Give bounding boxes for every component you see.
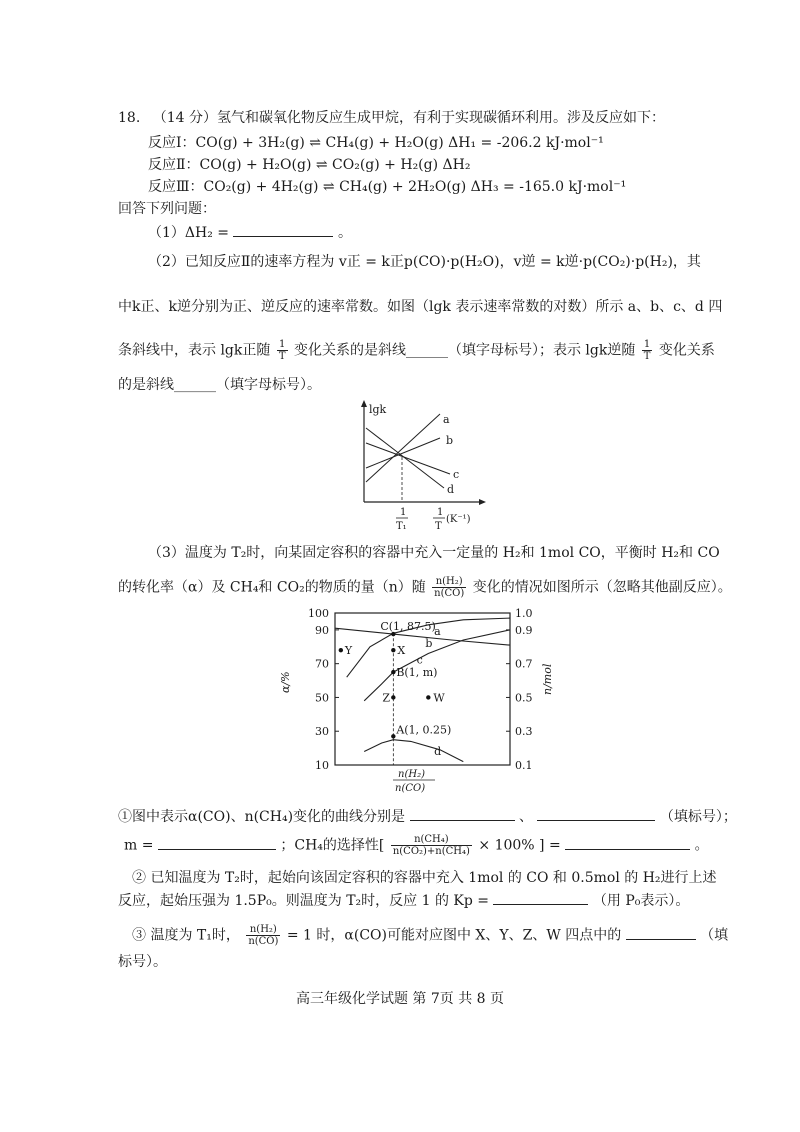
part1-text: （1）ΔH₂ = <box>148 225 230 241</box>
y-right-tick-label: 0.7 <box>515 657 533 671</box>
q3-text-a: ③ 温度为 T₁时， <box>132 927 240 944</box>
series-line-d <box>364 740 463 762</box>
point-marker <box>339 648 343 652</box>
point-label: C(1, 87.5) <box>380 620 436 634</box>
reaction-2: 反应Ⅱ：CO(g) + H₂O(g) ⇌ CO₂(g) + H₂(g) ΔH₂ <box>148 157 471 173</box>
fraction-selectivity: $\frac{\text{n(CH₄)}}{\text{n(CO₂)+n(CH₄)}}$ <box>392 834 470 857</box>
series-label-b: b <box>425 636 433 650</box>
q1-line2 <box>124 834 709 857</box>
part2-line3a: 条斜线中，表示 lgk正随 <box>118 342 271 359</box>
part2-line3 <box>118 339 715 362</box>
answer-blank-curve-co[interactable] <box>410 806 515 821</box>
y-left-tick-label: 50 <box>315 691 329 705</box>
x-axis-arrow <box>479 499 486 505</box>
line-label-d: d <box>447 483 455 496</box>
part2-line1: （2）已知反应Ⅱ的速率方程为 v正 = k正p(CO)·p(H₂O)，v逆 = k逆·p(CO₂)·p(H₂)，其 <box>148 254 701 270</box>
question-number: 18. <box>118 110 141 126</box>
part3-line2a: 的转化率（α）及 CH₄和 CO₂的物质的量（n）随 <box>118 579 426 596</box>
x-unit: (K⁻¹) <box>446 514 471 525</box>
q1-sel-pct: × 100% ] = <box>478 837 561 854</box>
part1-end: 。 <box>337 225 352 241</box>
answer-blank-selectivity[interactable] <box>565 835 690 850</box>
t1-num: 1 <box>400 507 407 518</box>
line-label-c: c <box>453 468 460 481</box>
question-header <box>118 108 665 128</box>
answer-blank-dh2[interactable] <box>233 222 333 237</box>
q1-text-b: 、 <box>518 809 533 825</box>
y-right-tick-label: 0.9 <box>515 623 533 637</box>
prompt: 回答下列问题： <box>118 201 216 217</box>
part2-line3b: 变化关系的是斜线______（填字母标号）；表示 lgk逆随 <box>293 342 636 359</box>
reaction-3: 反应Ⅲ：CO₂(g) + 4H₂(g) ⇌ CH₄(g) + 2H₂O(g) ΔH₃ = -165.0 kJ·mol⁻¹ <box>148 179 627 195</box>
part3-line1: （3）温度为 T₂时，向某固定容积的容器中充入一定量的 H₂和 1mol CO，平衡时 H₂和 CO <box>148 545 720 561</box>
line-label-b: b <box>446 434 454 447</box>
y-axis-arrow <box>361 400 367 407</box>
answer-blank-m[interactable] <box>158 835 276 850</box>
x-label-den-chart: n(CO) <box>395 783 426 794</box>
line-a <box>366 414 440 482</box>
q3-line1 <box>132 924 728 947</box>
point-label: B(1, m) <box>396 666 438 680</box>
fraction-nh2-nco: $\frac{\text{n(H₂)}}{n(CO)}$ <box>434 576 465 599</box>
y-right-tick-label: 0.5 <box>515 691 533 705</box>
point-label: A(1, 0.25) <box>396 723 452 737</box>
fraction-one-over-t: $\frac{1}{T}$ <box>278 339 286 362</box>
question-intro: （14 分）氢气和碳氧化物反应生成甲烷，有利于实现碳循环利用。涉及反应如下： <box>152 110 665 126</box>
part3-line2b: 变化的情况如图所示（忽略其他副反应）。 <box>472 579 732 596</box>
point-marker <box>391 734 395 738</box>
y-left-tick-label: 100 <box>308 607 329 620</box>
fraction-one-over-t-2: $\frac{1}{T}$ <box>643 339 651 362</box>
figure-lgk <box>340 398 490 538</box>
answer-blank-curve-ch4[interactable] <box>537 806 655 821</box>
q1-text-c: （填标号）； <box>659 809 737 825</box>
point-marker <box>391 695 395 699</box>
q2-line2 <box>118 890 689 911</box>
point-marker <box>391 670 395 674</box>
series-label-d: d <box>434 744 442 758</box>
q3-line2: 标号）。 <box>118 954 167 970</box>
line-c <box>366 443 450 474</box>
q2-text-b: （用 P₀表示）。 <box>592 893 690 909</box>
y-left-tick-label: 70 <box>315 657 329 671</box>
reaction-1: 反应Ⅰ：CO(g) + 3H₂(g) ⇌ CH₄(g) + H₂O(g) ΔH₁ = -206.2 kJ·mol⁻¹ <box>148 135 604 151</box>
part2-line2: 中k正、k逆分别为正、逆反应的速率常数。如图（lgk 表示速率常数的对数）所示 a、b、c、d 四 <box>118 299 723 315</box>
fraction-nh2-nco-2: $\frac{\text{n(H₂)}}{n(CO)}$ <box>248 924 279 947</box>
q1-end: 。 <box>694 837 709 854</box>
y-axis-label: lgk <box>369 403 387 416</box>
series-label-c: c <box>416 653 423 667</box>
page-footer: 高三年级化学试题 第 7页 共 8 页 <box>295 991 505 1007</box>
part2-line3c: 变化关系 <box>658 342 715 359</box>
y-left-tick-label: 10 <box>315 759 329 772</box>
line-d <box>366 428 444 488</box>
y-right-tick-label: 0.3 <box>515 725 533 739</box>
x-label-num: 1 <box>437 507 444 518</box>
q1-m-label: m = <box>124 837 154 854</box>
line-b <box>366 438 440 468</box>
q3-text-b: = 1 时，α(CO)可能对应图中 X、Y、Z、W 四点中的 <box>286 927 622 944</box>
q1-line1 <box>118 806 737 827</box>
y-left-tick-label: 30 <box>315 725 329 739</box>
x-label-num-chart: n(H₂) <box>398 769 425 780</box>
point-label: W <box>433 691 445 705</box>
point-label: Y <box>344 644 353 658</box>
q1-text-a: ①图中表示α(CO)、n(CH₄)变化的曲线分别是 <box>118 809 406 825</box>
part1 <box>148 222 352 243</box>
y-left-tick-label: 90 <box>315 623 329 637</box>
q2-text-a: 反应，起始压强为 1.5P₀。则温度为 T₂时，反应 1 的 Kp = <box>118 893 490 909</box>
q1-sel-label: ；CH₄的选择性[ <box>280 837 385 854</box>
x-label-den: T <box>435 521 442 532</box>
series-label-a: a <box>434 624 441 638</box>
answer-blank-kp[interactable] <box>493 890 588 905</box>
point-marker <box>426 695 430 699</box>
line-label-a: a <box>443 413 450 426</box>
y-right-tick-label: 1.0 <box>515 607 533 620</box>
point-label: Z <box>382 691 390 705</box>
y-right-tick-label: 0.1 <box>515 759 533 772</box>
y-left-label: α/% <box>279 671 292 693</box>
point-marker <box>391 648 395 652</box>
answer-blank-point[interactable] <box>626 925 696 940</box>
t1-den: T₁ <box>396 521 407 532</box>
y-right-label: n/mol <box>541 663 554 695</box>
q3-text-c: （填 <box>700 927 729 944</box>
part3-line2 <box>118 576 732 599</box>
q2-line1: ② 已知温度为 T₂时，起始向该固定容积的容器中充入 1mol 的 CO 和 0.5mol 的 H₂进行上述 <box>132 870 717 886</box>
point-label: X <box>397 644 406 658</box>
part2-line4: 的是斜线______（填字母标号）。 <box>118 377 321 393</box>
figure-conversion-chart <box>275 605 565 795</box>
